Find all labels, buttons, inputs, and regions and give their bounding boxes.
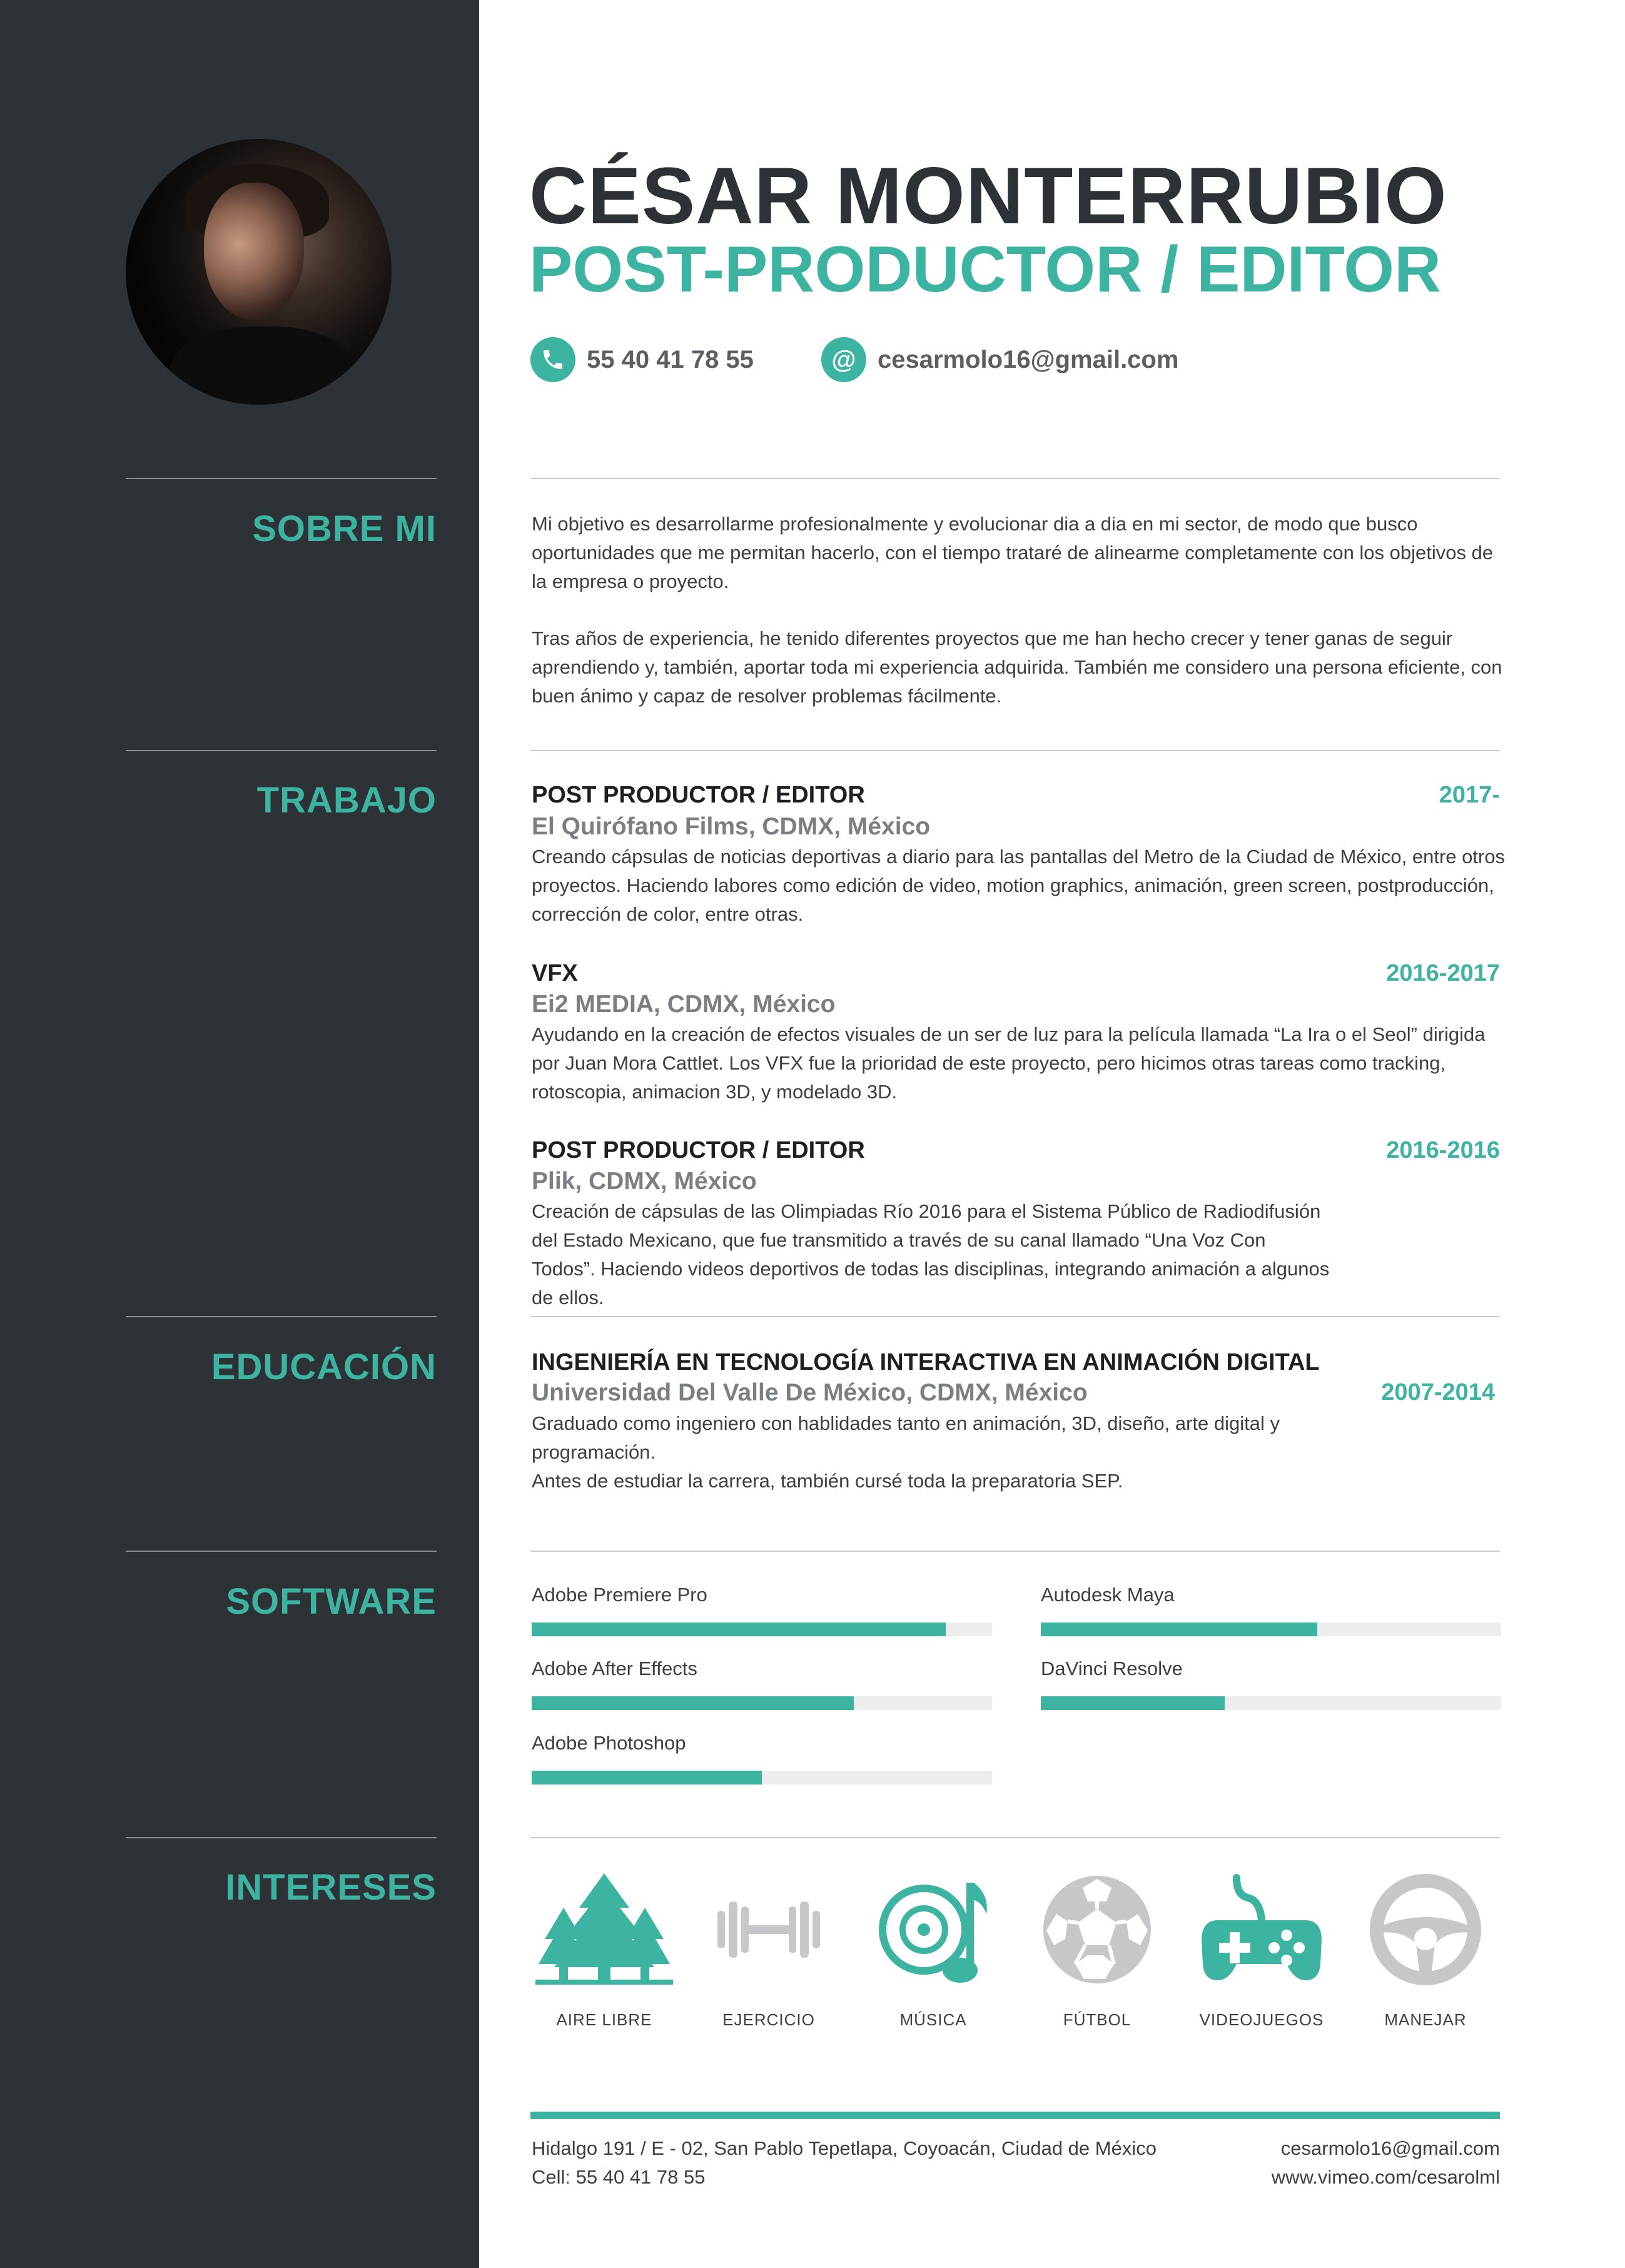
sidebar-divider bbox=[126, 750, 437, 751]
footer-divider bbox=[530, 2112, 1500, 2119]
job-title: VFX bbox=[532, 960, 578, 986]
job-title: POST PRODUCTOR / EDITOR bbox=[532, 782, 865, 808]
phone-icon bbox=[530, 337, 575, 382]
job-company: Plik, CDMX, México bbox=[532, 1168, 757, 1195]
software-name: Adobe Photoshop bbox=[532, 1732, 686, 1754]
interest-label: VIDEOJUEGOS bbox=[1199, 2010, 1324, 2029]
steering-wheel-icon bbox=[1366, 1870, 1485, 1989]
job-company: Ei2 MEDIA, CDMX, México bbox=[532, 991, 836, 1018]
footer-contact-right bbox=[1272, 2134, 1500, 2192]
skill-bar bbox=[532, 1771, 992, 1785]
interest-label: MÚSICA bbox=[899, 2010, 967, 2029]
education-description: Graduado como ingeniero con hablidades tanto en animación, 3D, diseño, arte digital y programación. bbox=[532, 1412, 1280, 1463]
section-title-software: SOFTWARE bbox=[226, 1581, 437, 1622]
interest-item bbox=[1187, 1870, 1337, 2030]
profile-photo bbox=[126, 139, 392, 405]
about-paragraph-1: Mi objetivo es desarrollarme profesionalmente y evolucionar dia a dia en mi sector, de modo que busco oportunidades que me permitan hacerlo, con el tiempo trataré de alinearme completamente con los objetivos de la empresa o proyecto. bbox=[532, 513, 1494, 592]
interest-item bbox=[1022, 1870, 1172, 2030]
contact-email[interactable] bbox=[821, 336, 1178, 383]
interest-label: AIRE LIBRE bbox=[556, 2010, 652, 2029]
skill-bar-fill bbox=[532, 1623, 946, 1636]
skill-bar bbox=[532, 1696, 992, 1710]
education-description-2: Antes de estudiar la carrera, también cursé toda la preparatoria SEP. bbox=[532, 1470, 1123, 1492]
sidebar-divider bbox=[126, 1551, 437, 1552]
person-name: CÉSAR MONTERRUBIO bbox=[529, 151, 1447, 241]
footer-email[interactable]: cesarmolo16@gmail.com bbox=[1280, 2137, 1500, 2159]
job-description: Creación de cápsulas de las Olimpiadas Río 2016 para el Sistema Público de Radiodifusión del Estado Mexicano, que fue transmitido a través de su canal llamado “Una Voz Con Todos”. Haciendo videos deportivos de todas las disciplinas, integrando animación a algunos de ellos. bbox=[532, 1200, 1330, 1309]
footer-address: Hidalgo 191 / E - 02, San Pablo Tepetlapa, Coyoacán, Ciudad de México bbox=[532, 2137, 1157, 2159]
main-divider bbox=[530, 478, 1500, 479]
software-name: Autodesk Maya bbox=[1041, 1584, 1175, 1606]
main-divider bbox=[530, 1551, 1500, 1552]
footer-cell: Cell: 55 40 41 78 55 bbox=[532, 2166, 706, 2188]
skill-bar-fill bbox=[532, 1771, 762, 1785]
phone-number: 55 40 41 78 55 bbox=[587, 345, 754, 373]
job-date: 2017- bbox=[1439, 782, 1500, 808]
interest-item bbox=[529, 1870, 679, 2030]
trees-icon bbox=[535, 1870, 673, 1989]
software-name: Adobe Premiere Pro bbox=[532, 1584, 707, 1606]
job-description: Ayudando en la creación de efectos visuales de un ser de luz para la película llamada “La Ira o el Seol” dirigida por Juan Mora Cattlet. Los VFX fue la prioridad de este proyecto, pero hicimos otras tareas como tracking, rotoscopia, animacion 3D, y modelado 3D. bbox=[532, 1023, 1486, 1103]
job-date: 2016-2017 bbox=[1386, 960, 1500, 986]
education-date: 2007-2014 bbox=[1381, 1379, 1495, 1405]
about-paragraph-2: Tras años de experiencia, he tenido diferentes proyectos que me han hecho crecer y tener ganas de seguir aprendiendo y, también, aportar toda mi experiencia adquirida. También me considero una persona eficiente, con buen ánimo y capaz de resolver problemas fácilmente. bbox=[532, 627, 1502, 707]
interest-item bbox=[694, 1870, 844, 2030]
interest-label: EJERCICIO bbox=[722, 2010, 815, 2029]
software-name: DaVinci Resolve bbox=[1041, 1658, 1183, 1679]
skill-bar-fill bbox=[532, 1696, 854, 1710]
job-title: POST PRODUCTOR / EDITOR bbox=[532, 1137, 865, 1163]
job-description: Creando cápsulas de noticias deportivas a diario para las pantallas del Metro de la Ciudad de México, entre otros proyectos. Haciendo labores como edición de video, motion graphics, animación, green screen, postproducción, corrección de color, entre otras. bbox=[532, 846, 1506, 925]
software-name: Adobe After Effects bbox=[532, 1658, 697, 1679]
skill-bar bbox=[532, 1623, 992, 1636]
interest-item bbox=[1350, 1870, 1501, 2030]
job-company: El Quirófano Films, CDMX, México bbox=[532, 813, 931, 840]
music-icon bbox=[874, 1870, 993, 1989]
section-title-education: EDUCACIÓN bbox=[211, 1347, 437, 1387]
footer-website[interactable]: www.vimeo.com/cesarolml bbox=[1271, 2166, 1500, 2188]
skill-bar-fill bbox=[1041, 1696, 1225, 1710]
main-divider bbox=[530, 750, 1500, 751]
education-school: Universidad Del Valle De México, CDMX, México bbox=[532, 1379, 1088, 1406]
section-title-about: SOBRE MI bbox=[252, 509, 437, 549]
section-title-interests: INTERESES bbox=[225, 1867, 437, 1908]
at-icon: @ bbox=[821, 337, 866, 382]
footer-contact-left bbox=[532, 2134, 1157, 2192]
contact-phone[interactable] bbox=[530, 336, 754, 383]
skill-bar-fill bbox=[1041, 1623, 1317, 1636]
job-date: 2016-2016 bbox=[1386, 1137, 1500, 1163]
sidebar-divider bbox=[126, 478, 437, 479]
sidebar-divider bbox=[126, 1837, 437, 1838]
interest-label: MANEJAR bbox=[1384, 2010, 1467, 2029]
education-title: INGENIERÍA EN TECNOLOGÍA INTERACTIVA EN ANIMACIÓN DIGITAL bbox=[532, 1349, 1320, 1375]
person-role: POST-PRODUCTOR / EDITOR bbox=[529, 233, 1442, 306]
skill-bar bbox=[1041, 1696, 1501, 1710]
section-title-work: TRABAJO bbox=[256, 780, 437, 821]
interest-label: FÚTBOL bbox=[1063, 2010, 1131, 2029]
interest-item bbox=[858, 1870, 1008, 2030]
dumbbell-icon bbox=[712, 1870, 825, 1989]
soccer-ball-icon bbox=[1038, 1870, 1157, 1989]
sidebar-divider bbox=[126, 1316, 437, 1317]
main-divider bbox=[530, 1316, 1500, 1317]
main-divider bbox=[530, 1837, 1500, 1838]
email-address: cesarmolo16@gmail.com bbox=[878, 345, 1179, 373]
skill-bar bbox=[1041, 1623, 1501, 1636]
gamepad-icon bbox=[1199, 1870, 1324, 1989]
